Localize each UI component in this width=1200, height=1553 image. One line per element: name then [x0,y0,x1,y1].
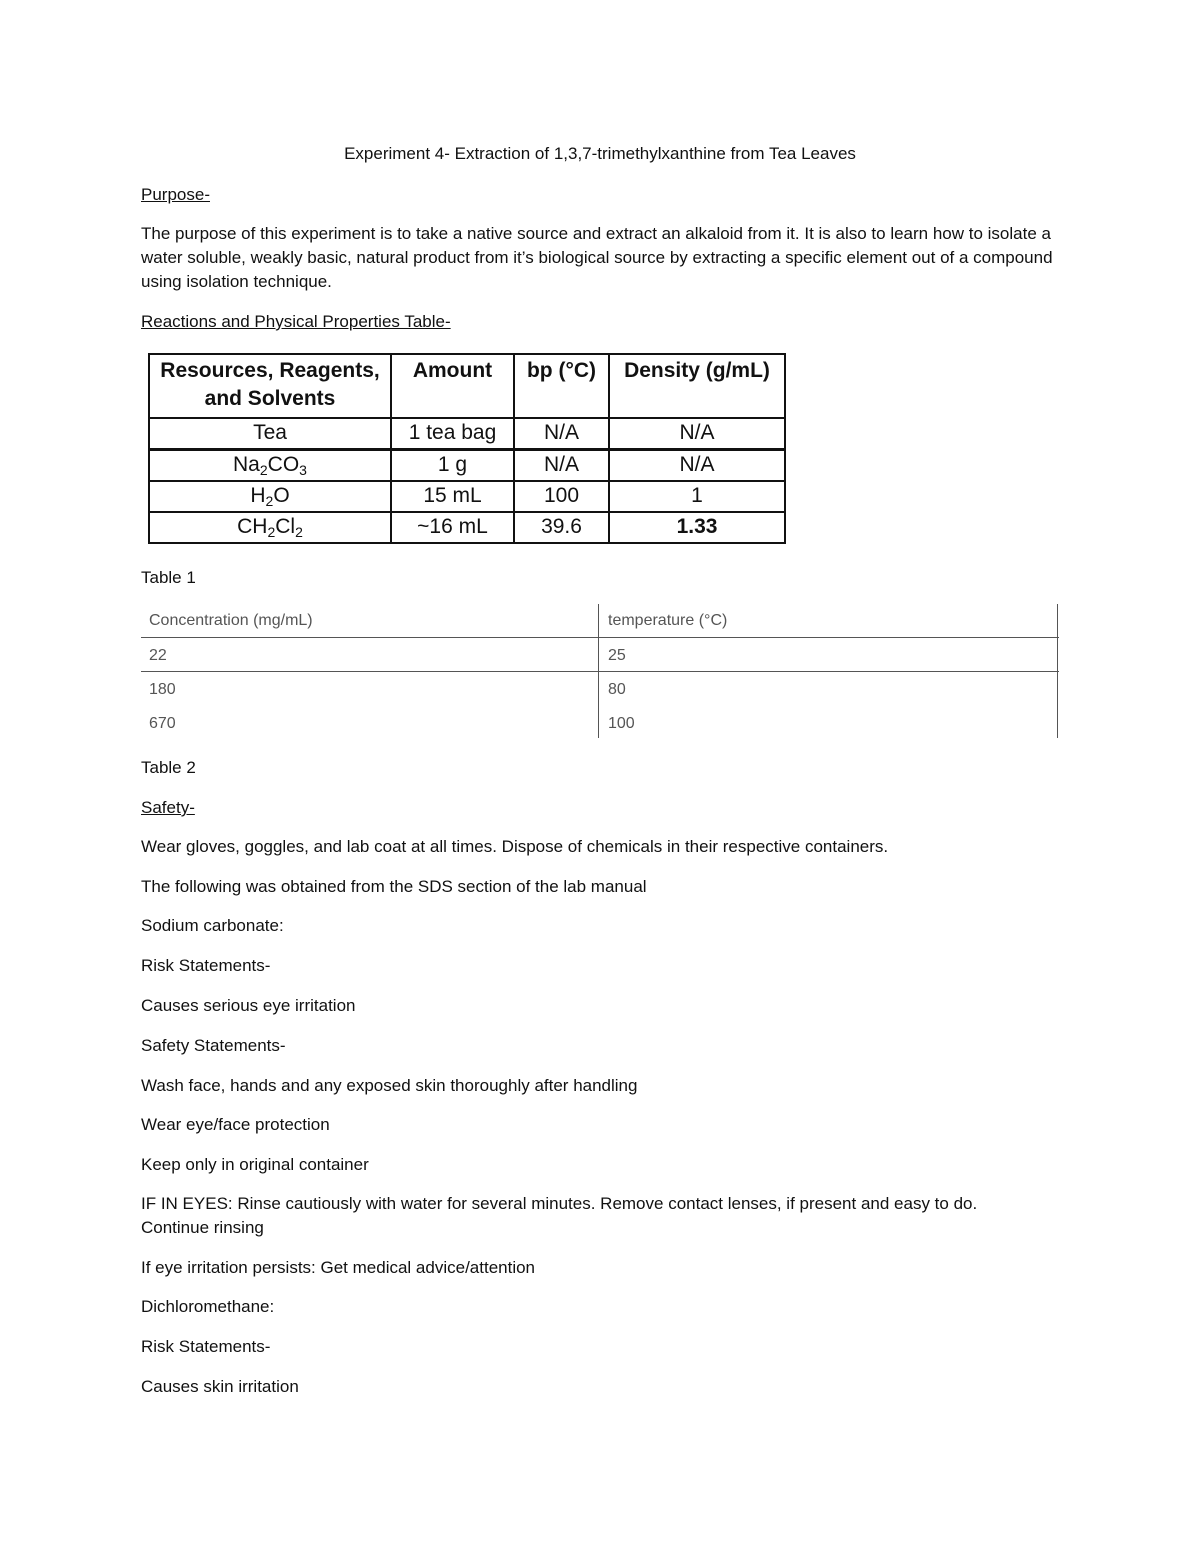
table1-cell-bp: 100 [514,481,609,512]
formula-subscript: 2 [295,524,303,540]
eye-rinse-continuation: Continue rinsing [141,1218,264,1237]
table-row [149,450,785,482]
risk-statements-heading: Risk Statements- [141,956,271,975]
table2-header-temperature: temperature (°C) [608,612,728,629]
dichloromethane-label: Dichloromethane: [141,1297,275,1316]
table2-header-concentration: Concentration (mg/mL) [149,612,313,629]
table2-cell: 100 [608,715,635,732]
table1-cell-amount: 15 mL [391,481,514,512]
table1-cell-name: Tea [149,418,391,450]
safety-heading: Safety- [141,798,195,817]
eye-rinse-statement: IF IN EYES: Rinse cautiously with water for several minutes. Remove contact lenses, if present and easy to do. [141,1194,978,1213]
table-row [149,512,785,543]
table2-cell: 80 [608,681,626,698]
table1-header-amount: Amount [391,354,514,418]
formula-part: CH [237,515,268,538]
risk-statement: Causes serious eye irritation [141,996,356,1015]
formula-part: O [273,484,290,507]
table1-header-density: Density (g/mL) [609,354,785,418]
table1-caption: Table 1 [141,568,196,587]
table1-cell-amount: 1 g [391,450,514,482]
formula-subscript: 2 [265,493,274,509]
formula-subscript: 3 [299,462,307,478]
table1-cell-density: N/A [609,418,785,450]
purpose-heading: Purpose- [141,185,210,204]
risk-statements-heading: Risk Statements- [141,1337,271,1356]
table1-cell-name [149,512,391,543]
formula-part: CO [267,453,300,476]
safety-statements-heading: Safety Statements- [141,1036,286,1055]
sodium-carbonate-label: Sodium carbonate: [141,916,284,935]
document-title: Experiment 4- Extraction of 1,3,7-trimethylxanthine from Tea Leaves [344,144,856,163]
formula-subscript: 2 [267,524,276,540]
table2-caption: Table 2 [141,758,196,777]
risk-statement: Causes skin irritation [141,1377,299,1396]
eye-irritation-statement: If eye irritation persists: Get medical advice/attention [141,1258,536,1277]
table2-cell: 180 [149,681,176,698]
safety-statement: Wash face, hands and any exposed skin thoroughly after handling [141,1076,638,1095]
formula-part: Na [233,453,260,476]
table-row [149,481,785,512]
table1-header-row [149,354,785,418]
table1-cell-density: 1.33 [609,512,785,543]
table2-rule [141,637,1059,638]
formula-subscript: 2 [259,462,268,478]
purpose-text: The purpose of this experiment is to take a native source and extract an alkaloid from it. It is also to learn how to isolate a water soluble, weakly basic, natural product from it’s biological source by extracting a specific element out of a compound using isolation technique. [141,224,1053,291]
table-row [149,418,785,450]
table1-cell-name [149,450,391,482]
solubility-table [141,604,1059,738]
table2-cell: 25 [608,647,626,664]
table1-cell-bp: 39.6 [514,512,609,543]
reactions-heading: Reactions and Physical Properties Table- [141,312,451,331]
table1-header-resources: Resources, Reagents, and Solvents [149,354,391,418]
table1-cell-bp: N/A [514,418,609,450]
table2-cell: 22 [149,647,167,664]
safety-general: Wear gloves, goggles, and lab coat at all times. Dispose of chemicals in their respective containers. [141,837,889,856]
sds-note: The following was obtained from the SDS section of the lab manual [141,877,647,896]
table1-cell-density: 1 [609,481,785,512]
table1-cell-amount: 1 tea bag [391,418,514,450]
table1-cell-bp: N/A [514,450,609,482]
table1-cell-amount: ~16 mL [391,512,514,543]
formula-part: Cl [275,515,296,538]
safety-statement: Wear eye/face protection [141,1115,330,1134]
table2-rule [141,671,1059,672]
safety-statement: Keep only in original container [141,1155,369,1174]
table2-cell: 670 [149,715,176,732]
table1-header-bp: bp (°C) [514,354,609,418]
formula-part: H [250,484,266,507]
table1-cell-density: N/A [609,450,785,482]
physical-properties-table [148,353,786,544]
table1-cell-name [149,481,391,512]
